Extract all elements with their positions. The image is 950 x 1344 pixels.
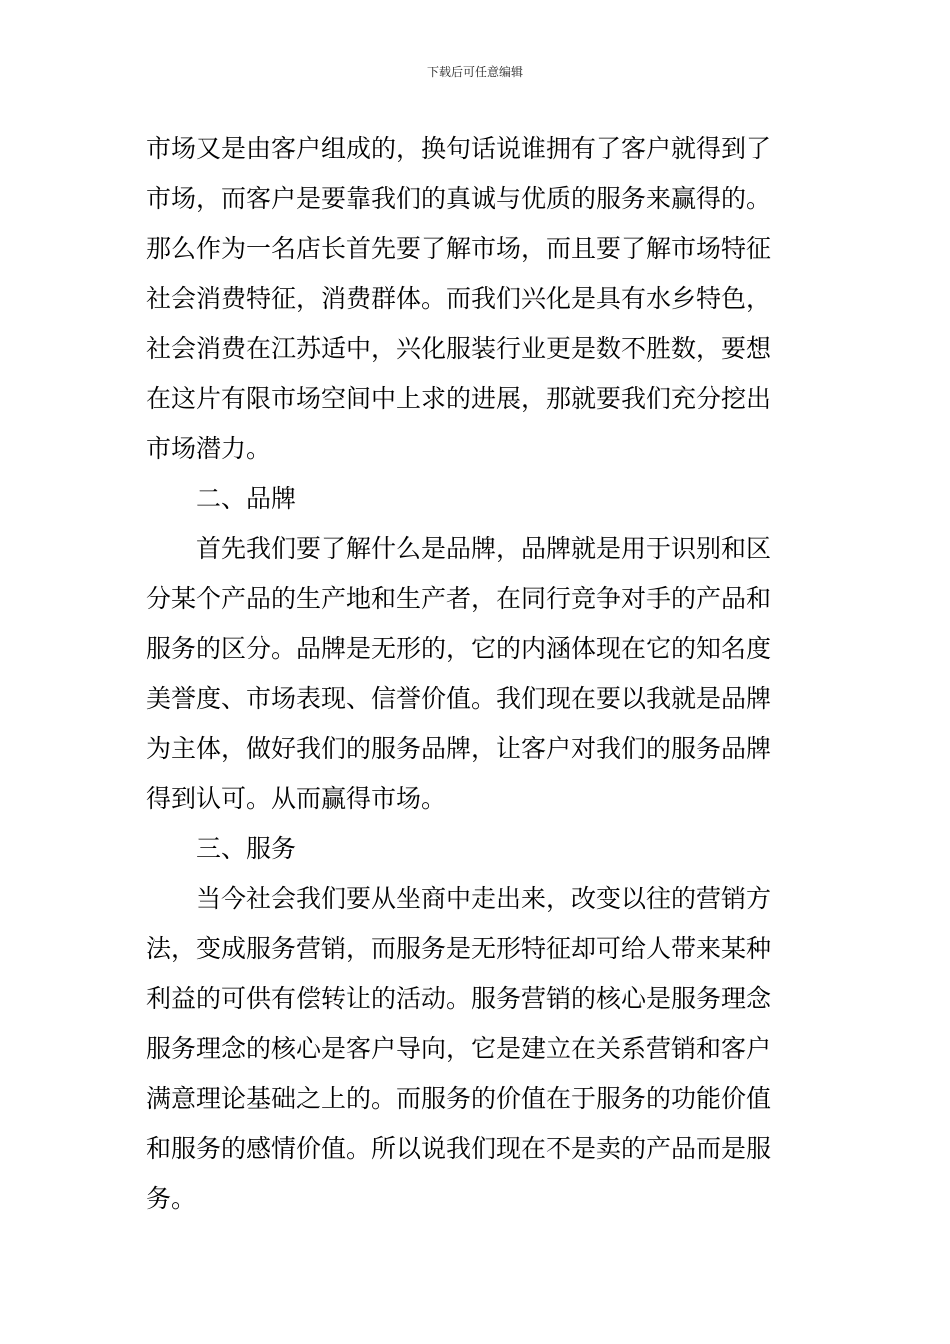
document-body xyxy=(146,124,806,1224)
text-line: 利益的可供有偿转让的活动。服务营销的核心是服务理念 xyxy=(146,984,772,1013)
text-line: 服务理念的核心是客户导向，它是建立在关系营销和客户 xyxy=(146,1034,772,1063)
text-line: 分某个产品的生产地和生产者，在同行竞争对手的产品和 xyxy=(146,584,772,613)
text-line: 服务的区分。品牌是无形的，它的内涵体现在它的知名度 xyxy=(146,634,772,663)
text-line: 满意理论基础之上的。而服务的价值在于服务的功能价值 xyxy=(146,1084,772,1113)
text-line: 得到认可。从而赢得市场。 xyxy=(146,784,447,813)
text-line: 为主体，做好我们的服务品牌，让客户对我们的服务品牌 xyxy=(146,734,772,763)
paragraph-first-line: 二、品牌 xyxy=(196,484,297,513)
paragraph-first-line: 当今社会我们要从坐商中走出来，改变以往的营销方 xyxy=(196,884,772,913)
text-line: 那么作为一名店长首先要了解市场，而且要了解市场特征 xyxy=(146,234,772,263)
text-line: 社会消费在江苏适中，兴化服装行业更是数不胜数，要想 xyxy=(146,334,772,363)
page-header-note: 下载后可任意编辑 xyxy=(426,65,523,79)
text-line: 市场潜力。 xyxy=(146,434,272,463)
text-line: 在这片有限市场空间中上求的进展，那就要我们充分挖出 xyxy=(146,384,772,413)
text-line: 和服务的感情价值。所以说我们现在不是卖的产品而是服 xyxy=(146,1134,772,1163)
text-line: 务。 xyxy=(146,1184,197,1213)
text-line: 法，变成服务营销，而服务是无形特征却可给人带来某种 xyxy=(146,934,772,963)
text-line: 社会消费特征，消费群体。而我们兴化是具有水乡特色， xyxy=(146,284,772,313)
paragraph-first-line: 三、服务 xyxy=(196,834,297,863)
text-line: 市场，而客户是要靠我们的真诚与优质的服务来赢得的。 xyxy=(146,184,772,213)
text-line: 市场又是由客户组成的，换句话说谁拥有了客户就得到了 xyxy=(146,134,772,163)
text-line: 美誉度、市场表现、信誉价值。我们现在要以我就是品牌 xyxy=(146,684,772,713)
paragraph-first-line: 首先我们要了解什么是品牌，品牌就是用于识别和区 xyxy=(196,534,772,563)
